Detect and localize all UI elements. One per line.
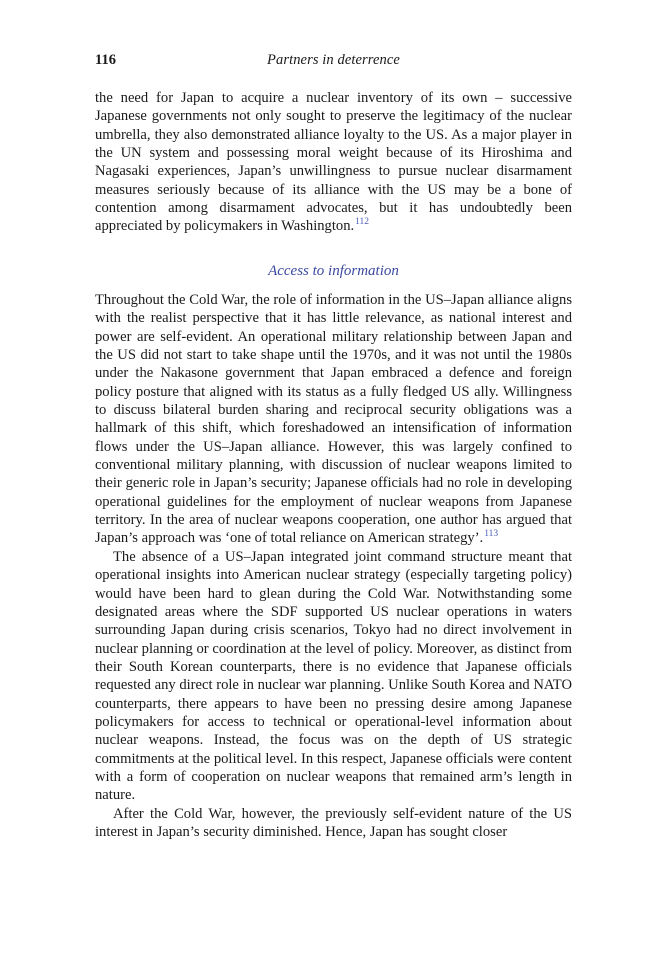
endnote-reference[interactable]: 112 xyxy=(355,217,370,228)
endnote-reference[interactable]: 113 xyxy=(484,529,499,540)
paragraph-text: Throughout the Cold War, the role of information in the US–Japan alliance aligns with the realist perspective that it has little relevance, as national interest and power are self-evident. An operational military relationship between Japan and the US did not start to take shape until the 1970s, and it was not until the 1980s under the Nakasone government that Japan embraced a defence and foreign policy posture that aligned with its status as a fully fledged US ally. Willingness to discuss bilateral burden sharing and reciprocal security obligations was a hallmark of this shift, which foreshadowed an intensification of information flows under the US–Japan alliance. However, this was largely confined to conventional military planning, with discussion of nuclear weapons limited to their generic role in Japan’s security; Japanese officials had no role in developing operational guidelines for the employment of nuclear weapons from Japanese territory. In the area of nuclear weapons cooperation, one author has argued that Japan’s approach was ‘one of total reliance on American strategy’. xyxy=(95,292,572,547)
text-block-top xyxy=(95,89,572,236)
paragraph-continued xyxy=(95,89,572,236)
running-title: Partners in deterrence xyxy=(267,52,400,68)
paragraph xyxy=(95,548,572,805)
paragraph xyxy=(95,805,572,842)
page-number: 116 xyxy=(95,52,116,68)
running-head xyxy=(95,51,572,71)
paragraph xyxy=(95,291,572,548)
paragraph-text: the need for Japan to acquire a nuclear inventory of its own – successive Japanese governments not only sought to preserve the legitimacy of the nuclear umbrella, they also demonstrated alliance loyalty to the US. As a major player in the UN system and possessing moral weight because of its Hiroshima and Nagasaki experiences, Japan’s unwillingness to pursue nuclear disarmament measures seriously because of its alliance with the US may be a bone of contention among disarmament advocates, but it has undoubtedly been appreciated by policymakers in Washington. xyxy=(95,90,572,235)
text-block-section xyxy=(95,291,572,841)
paragraph-text: After the Cold War, however, the previously self-evident nature of the US interest in Japan’s security diminished. Hence, Japan has sought closer xyxy=(95,805,572,840)
section-heading: Access to information xyxy=(268,263,399,279)
paragraph-text: The absence of a US–Japan integrated joint command structure meant that operational insights into American nuclear strategy (especially targeting policy) would have been hard to glean during the Cold War. Notwithstanding some designated areas where the SDF supported US nuclear operations in waters surrounding Japan during crisis scenarios, Tokyo had no direct involvement in nuclear planning or coordination at the level of policy. Moreover, as distinct from their South Korean counterparts, there is no evidence that Japanese officials requested any direct role in nuclear war planning. Unlike South Korea and NATO counterparts, there appears to have been no pressing desire among Japanese policymakers for access to technical or operational-level information about nuclear weapons. Instead, the focus was on the depth of US strategic commitments at the political level. In this respect, Japanese officials were content with a form of cooperation on nuclear weapons that remained arm’s length in nature. xyxy=(95,548,572,804)
